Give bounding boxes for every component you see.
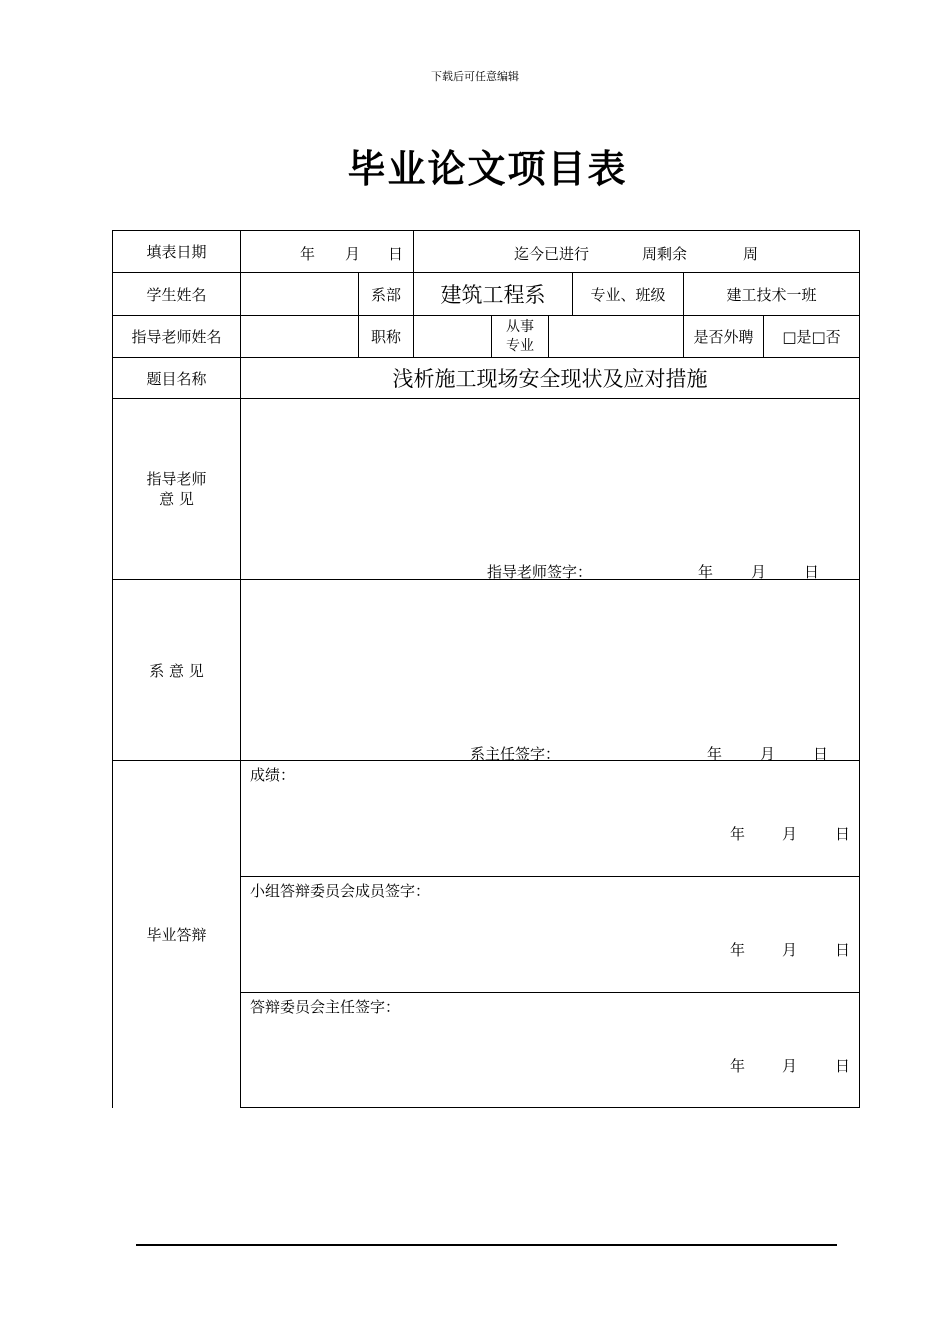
dept-sign-month: 月 <box>760 745 776 763</box>
group-sign-year: 年 <box>730 941 746 959</box>
group-sign-day: 日 <box>835 941 851 959</box>
chair-sign-day: 日 <box>835 1057 851 1075</box>
date-month: 月 <box>345 245 361 263</box>
score-month: 月 <box>782 825 798 843</box>
title-value[interactable] <box>414 316 491 357</box>
major-label: 专业、班级 <box>590 285 666 304</box>
table-line <box>240 876 860 877</box>
table-line <box>413 230 414 272</box>
student-name-label: 学生姓名 <box>146 285 207 304</box>
date-year: 年 <box>300 245 316 263</box>
teacher-name-value[interactable] <box>241 316 358 357</box>
dept-sign-year: 年 <box>707 745 723 763</box>
chair-sign: 答辩委员会主任签字： <box>250 998 401 1016</box>
student-name-value[interactable] <box>241 273 358 315</box>
field-label-line1: 从事 <box>506 318 534 335</box>
dept-value: 建筑工程系 <box>440 283 546 307</box>
teacher-opinion-label-line1: 指导老师 <box>146 470 207 488</box>
external-options[interactable]: □是□否 <box>782 328 841 346</box>
date-label: 填表日期 <box>146 243 207 261</box>
teacher-opinion-label-line2: 意 见 <box>159 490 194 508</box>
dept-opinion-label: 系 意 见 <box>149 661 204 680</box>
field-label-line2: 专业 <box>506 337 534 354</box>
group-sign-month: 月 <box>782 941 798 959</box>
table-line <box>240 992 860 993</box>
teacher-name-label: 指导老师姓名 <box>131 328 222 346</box>
defense-label: 毕业答辩 <box>146 925 207 944</box>
table-line-right <box>859 230 860 1108</box>
topic-value: 浅析施工现场安全现状及应对措施 <box>392 367 708 391</box>
dept-sign: 系主任签字： <box>470 745 561 763</box>
progress-text: 迄今已进行 <box>514 245 590 263</box>
dept-sign-day: 日 <box>813 745 829 763</box>
group-sign: 小组答辩委员会成员签字： <box>250 882 431 900</box>
teacher-sign: 指导老师签字： <box>487 563 593 581</box>
score-year: 年 <box>730 825 746 843</box>
teacher-sign-year: 年 <box>698 563 714 581</box>
field-value[interactable] <box>549 316 683 357</box>
topic-label: 题目名称 <box>146 369 207 388</box>
table-line-bottom <box>240 1107 860 1108</box>
weeks-left: 周剩余 <box>642 245 688 263</box>
title-label: 职称 <box>370 328 401 346</box>
score-label: 成绩： <box>250 766 296 784</box>
score-day: 日 <box>835 825 851 843</box>
teacher-sign-month: 月 <box>751 563 767 581</box>
major-value: 建工技术一班 <box>726 285 817 304</box>
page-title: 毕业论文项目表 <box>347 146 628 191</box>
external-label: 是否外聘 <box>693 328 754 346</box>
field-label <box>492 316 548 357</box>
header-note: 下载后可任意编辑 <box>431 70 519 83</box>
footer-divider <box>136 1244 837 1246</box>
teacher-sign-day: 日 <box>804 563 820 581</box>
chair-sign-month: 月 <box>782 1057 798 1075</box>
chair-sign-year: 年 <box>730 1057 746 1075</box>
week-unit: 周 <box>743 245 759 263</box>
teacher-opinion-label <box>113 399 240 579</box>
date-day: 日 <box>388 245 404 263</box>
dept-label: 系部 <box>370 285 401 304</box>
